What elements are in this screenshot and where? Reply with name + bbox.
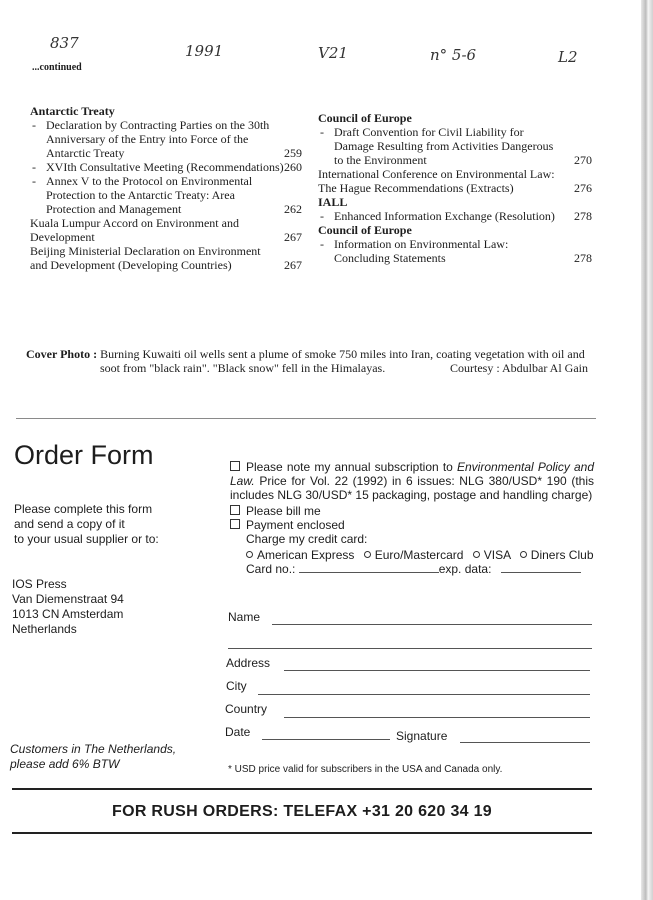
entry-title <box>30 160 302 174</box>
entry-title <box>30 174 302 216</box>
entry-title <box>30 118 302 160</box>
handwritten-note-volume: V21 <box>318 44 348 62</box>
entry-line: Protection and Management <box>46 202 182 216</box>
card-number-label: Card no.: <box>246 562 296 576</box>
name-input[interactable] <box>272 624 592 625</box>
card-amex-label: American Express <box>257 548 355 562</box>
continued-label: ...continued <box>32 62 82 73</box>
entry-line: Development <box>30 230 95 244</box>
signature-input[interactable] <box>460 742 590 743</box>
payment-enclosed-label: Payment enclosed <box>246 518 345 532</box>
contents-entry <box>30 244 302 272</box>
instruction-line: to your usual supplier or to: <box>14 532 159 546</box>
entry-line: Antarctic Treaty <box>46 146 125 160</box>
exp-date-label: exp. data: <box>438 562 492 576</box>
entry-dash: - <box>320 237 324 251</box>
page-number: 278 <box>574 209 592 223</box>
section-heading: Council of Europe <box>318 111 412 125</box>
card-visa-label: VISA <box>483 548 511 562</box>
entry-dash: - <box>32 160 36 174</box>
btw-line: please add 6% BTW <box>10 757 120 771</box>
contents-entry <box>318 125 592 167</box>
contents-right-column <box>318 111 592 265</box>
page-number: 267 <box>284 258 302 272</box>
entry-line: Declaration by Contracting Parties on the 30th <box>46 118 270 132</box>
entry-title <box>30 244 302 272</box>
journal-name: Environmental Policy and Law. <box>230 460 595 488</box>
handwritten-note-code: L2 <box>558 48 578 66</box>
card-details-row <box>230 562 594 576</box>
entry-line: XVIth Consultative Meeting (Recommendations) <box>46 160 284 174</box>
entry-line: Kuala Lumpur Accord on Environment and <box>30 216 239 230</box>
btw-note <box>10 742 176 772</box>
payment-enclosed-checkbox[interactable] <box>230 519 240 529</box>
publisher-address <box>12 577 124 637</box>
entry-line: Anniversary of the Entry into Force of the <box>46 132 249 146</box>
address-line: Van Diemenstraat 94 <box>12 592 124 606</box>
contents-entry <box>318 237 592 265</box>
entry-title <box>318 209 592 223</box>
entry-dash: - <box>32 174 36 188</box>
cover-photo-caption <box>26 347 592 375</box>
section-heading: Antarctic Treaty <box>30 104 115 118</box>
section-heading: Council of Europe <box>318 223 412 237</box>
diners-radio[interactable] <box>520 551 527 558</box>
scan-page-edge <box>641 0 653 900</box>
entry-dash: - <box>32 118 36 132</box>
contents-entry <box>30 216 302 244</box>
btw-line: Customers in The Netherlands, <box>10 742 177 756</box>
subscription-options <box>230 460 594 576</box>
cover-caption-line-1: Burning Kuwaiti oil wells sent a plume of smoke 750 miles into Iran, coating vegetation with oil and <box>100 347 585 361</box>
subscription-option <box>230 460 594 502</box>
mastercard-radio[interactable] <box>364 551 371 558</box>
card-mastercard-label: Euro/Mastercard <box>374 548 464 562</box>
address-line: 1013 CN Amsterdam <box>12 607 124 621</box>
order-instructions <box>14 502 159 547</box>
rush-rule-top <box>12 788 592 790</box>
entry-line: Protection to the Antarctic Treaty: Area <box>46 188 235 202</box>
city-input[interactable] <box>258 694 590 695</box>
entry-title <box>30 216 302 244</box>
country-label: Country <box>225 702 268 716</box>
entry-line: Damage Resulting from Activities Dangerous <box>334 139 554 153</box>
entry-line: The Hague Recommendations (Extracts) <box>318 181 514 195</box>
page-number: 270 <box>574 153 592 167</box>
entry-line: Information on Environmental Law: <box>334 237 509 251</box>
city-label: City <box>226 679 247 693</box>
name-input-line-2[interactable] <box>228 648 592 649</box>
contents-left-column <box>30 104 302 272</box>
page-number: 278 <box>574 251 592 265</box>
rush-orders-telefax: FOR RUSH ORDERS: TELEFAX +31 20 620 34 19 <box>112 803 492 820</box>
amex-radio[interactable] <box>246 551 253 558</box>
entry-dash: - <box>320 209 324 223</box>
subscription-text-pre: Please note my annual subscription to <box>246 460 457 474</box>
cover-caption-line-2: soot from "black rain". "Black snow" fell in the Himalayas. <box>100 361 386 375</box>
subscription-checkbox[interactable] <box>230 461 240 471</box>
rush-rule-bottom <box>12 832 592 834</box>
signature-label: Signature <box>396 729 448 743</box>
page-number: 259 <box>284 146 302 160</box>
address-line: IOS Press <box>12 577 67 591</box>
contents-entry <box>30 160 302 174</box>
address-input[interactable] <box>284 670 590 671</box>
address-label: Address <box>226 656 271 670</box>
contents-entry <box>318 209 592 223</box>
entry-line: Enhanced Information Exchange (Resolution) <box>334 209 555 223</box>
page-number: 260 <box>284 160 302 174</box>
entry-title <box>318 167 592 195</box>
name-label: Name <box>228 610 261 624</box>
bill-me-label: Please bill me <box>246 504 321 518</box>
order-form-title: Order Form <box>14 440 154 470</box>
country-input[interactable] <box>284 717 590 718</box>
entry-line: and Development (Developing Countries) <box>30 258 232 272</box>
exp-date-input[interactable] <box>501 562 581 573</box>
date-input[interactable] <box>262 739 390 740</box>
contents-entry <box>30 118 302 160</box>
contents-entry <box>318 167 592 195</box>
card-number-input[interactable] <box>299 562 439 573</box>
entry-line: International Conference on Environmental Law: <box>318 167 555 181</box>
visa-radio[interactable] <box>473 551 480 558</box>
page-number: 262 <box>284 202 302 216</box>
bill-me-option <box>230 504 594 518</box>
entry-line: Draft Convention for Civil Liability for <box>334 125 524 139</box>
card-type-options <box>230 548 594 562</box>
address-line: Netherlands <box>12 622 77 636</box>
card-diners-label: Diners Club <box>530 548 594 562</box>
charge-card-label: Charge my credit card: <box>246 532 368 546</box>
handwritten-note-837: 837 <box>50 34 79 52</box>
entry-line: Beijing Ministerial Declaration on Environment <box>30 244 261 258</box>
entry-line: Concluding Statements <box>334 251 446 265</box>
page-number: 276 <box>574 181 592 195</box>
bill-me-checkbox[interactable] <box>230 505 240 515</box>
instruction-line: Please complete this form <box>14 502 153 516</box>
cover-courtesy: Courtesy : Abdulbar Al Gain <box>450 361 588 375</box>
section-divider <box>16 418 596 419</box>
subscription-text-post: Price for Vol. 22 (1992) in 6 issues: NLG 380/USD* 190 (this includes NLG 30/USD* 15 packaging, postage and handling charge) <box>230 474 594 502</box>
entry-line: to the Environment <box>334 153 427 167</box>
entry-dash: - <box>320 125 324 139</box>
entry-line: Annex V to the Protocol on Environmental <box>46 174 253 188</box>
handwritten-note-issue: n° 5-6 <box>430 46 477 64</box>
payment-enclosed-option <box>230 518 594 532</box>
page-number: 267 <box>284 230 302 244</box>
entry-title <box>318 125 592 167</box>
date-label: Date <box>225 725 251 739</box>
cover-photo-label: Cover Photo : <box>26 347 98 361</box>
usd-price-note: * USD price valid for subscribers in the USA and Canada only. <box>228 764 503 775</box>
contents-entry <box>30 174 302 216</box>
section-heading: IALL <box>318 195 348 209</box>
handwritten-note-year: 1991 <box>185 42 224 60</box>
entry-title <box>318 237 592 265</box>
instruction-line: and send a copy of it <box>14 517 125 531</box>
